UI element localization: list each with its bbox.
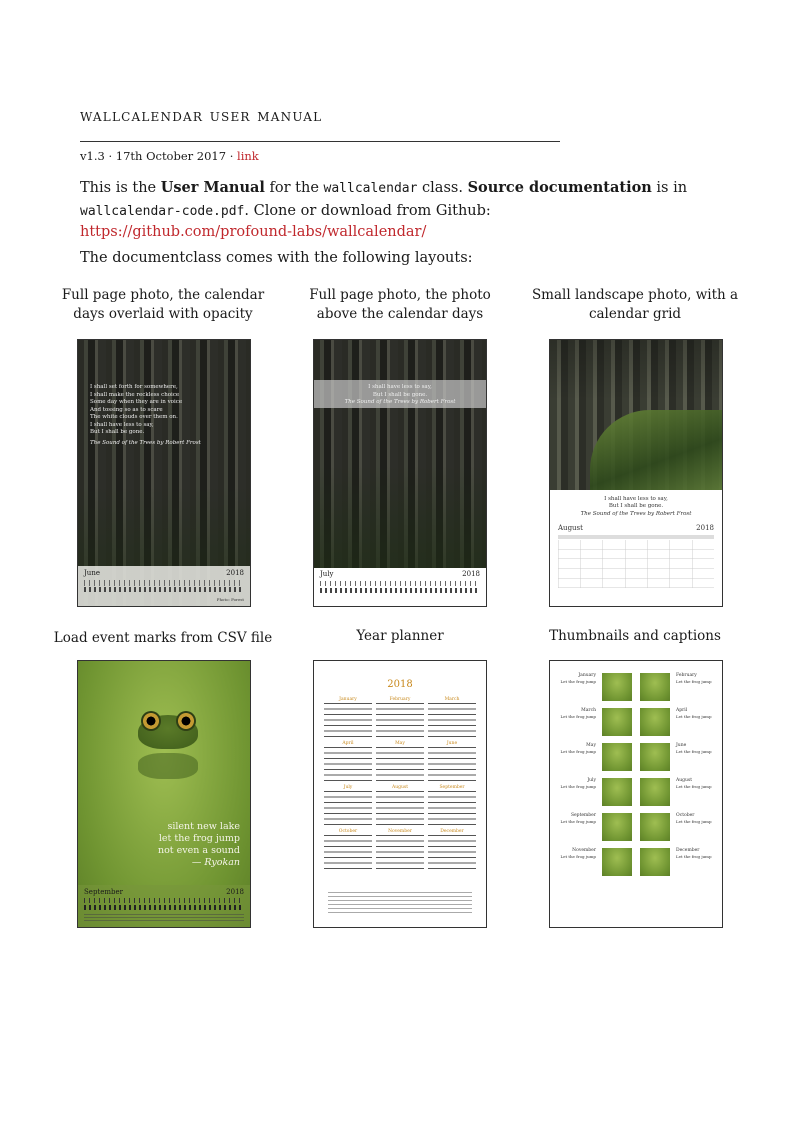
caption-layout-3: Small landscape photo, with a calendar grid — [531, 287, 739, 322]
frog-eye-left — [141, 711, 161, 731]
poem-line: I shall set forth for somewhere, — [90, 384, 178, 390]
planner-month — [376, 741, 424, 781]
caption-layout-2: Full page photo, the photo above the calendar days — [309, 287, 491, 322]
planner-month — [376, 697, 424, 737]
planner-month-name: January — [339, 697, 357, 702]
caption-month: October — [676, 813, 695, 818]
poem-attribution: The Sound of the Trees by Robert Frost — [344, 399, 456, 405]
photo-area — [314, 340, 486, 568]
calendar-grid — [558, 540, 714, 588]
thumb-caption-item — [636, 708, 722, 736]
day-letters — [320, 581, 480, 586]
caption-month: June — [676, 743, 687, 748]
caption-text: Let the frog jump — [560, 749, 596, 754]
frog-thumbnail — [640, 743, 670, 771]
planner-notes — [328, 889, 472, 913]
planner-month — [428, 697, 476, 737]
poem-line: The white clouds over them on. — [90, 414, 178, 420]
poem-line: Some day when they are in voice — [90, 399, 183, 405]
intro-text: class. — [417, 180, 468, 196]
planner-year: 2018 — [387, 679, 413, 690]
thumb-caption-item — [636, 778, 722, 806]
version-link[interactable]: link — [237, 149, 259, 163]
month-days — [376, 747, 424, 781]
calendar-strip — [78, 566, 250, 606]
month-label: June — [84, 569, 100, 577]
planner-month-name: September — [439, 785, 465, 790]
class-name-code: wallcalendar — [323, 181, 418, 196]
planner-month — [428, 785, 476, 825]
intro-text: is in — [651, 180, 688, 196]
haiku-line: let the frog jump — [158, 833, 240, 844]
planner-month — [324, 785, 372, 825]
frog-thumbnail — [640, 813, 670, 841]
frog-thumbnail — [640, 778, 670, 806]
caption-month: September — [570, 813, 596, 818]
year-label: 2018 — [226, 569, 244, 577]
frog-thumbnail — [602, 673, 632, 701]
thumb-caption-item — [550, 813, 636, 841]
month-days — [428, 747, 476, 781]
frog-thumbnail — [640, 848, 670, 876]
planner-month — [376, 829, 424, 869]
poem-attribution: The Sound of the Trees by Robert Frost — [580, 511, 692, 517]
caption-text: Let the frog jump — [676, 819, 712, 824]
poem-overlay — [90, 384, 230, 447]
planner-month-name: May — [395, 741, 405, 746]
poem-line: I shall make the reckless choice — [90, 391, 180, 398]
caption-month: January — [578, 673, 596, 678]
thumbnail-layout-1[interactable] — [77, 339, 251, 607]
planner-month — [324, 741, 372, 781]
month-label: September — [84, 888, 123, 896]
month-label: July — [320, 570, 334, 578]
thumb-caption-item — [636, 813, 722, 841]
planner-month-name: December — [440, 829, 464, 834]
planner-month-name: February — [389, 697, 411, 702]
poem-line: I shall have less to say, — [368, 384, 432, 390]
caption-text: Let the frog jump — [560, 784, 596, 789]
intro-bold-user-manual: User Manual — [160, 179, 265, 196]
thumbnail-grid — [550, 673, 722, 876]
month-days — [428, 835, 476, 869]
planner-month — [376, 785, 424, 825]
caption-month: March — [581, 708, 596, 713]
frog-thumbnail — [602, 848, 632, 876]
planner-month-name: March — [444, 697, 460, 702]
poem-line: But I shall be gone. — [608, 503, 664, 509]
caption-text: Let the frog jump — [676, 749, 712, 754]
poem-line: I shall have less to say, — [90, 421, 154, 428]
month-days — [428, 791, 476, 825]
intro-text: This is the — [80, 180, 161, 196]
caption-month: August — [676, 778, 693, 783]
frog-thumbnail — [640, 673, 670, 701]
title-rule — [80, 141, 560, 142]
thumb-caption-item — [550, 708, 636, 736]
caption-month: April — [676, 708, 688, 713]
haiku-author: — Ryokan — [191, 857, 240, 868]
month-days — [376, 835, 424, 869]
year-label: 2018 — [226, 888, 244, 896]
planner-month-name: November — [388, 829, 412, 834]
poem-line: But I shall be gone. — [90, 429, 145, 435]
poem-line: But I shall be gone. — [372, 391, 428, 398]
github-link[interactable]: https://github.com/profound-labs/wallcalendar/ — [80, 224, 427, 240]
thumb-caption-item — [636, 673, 722, 701]
thumb-caption-item — [636, 848, 722, 876]
poem-band — [314, 380, 486, 408]
caption-layout-6: Thumbnails and captions — [549, 628, 721, 644]
layouts-intro: The documentclass comes with the following layouts: — [80, 250, 473, 266]
planner-month — [428, 741, 476, 781]
version-text: v1.3 · 17th October 2017 · — [80, 149, 238, 163]
intro-text: . Clone or download from Github: — [244, 203, 491, 219]
thumb-caption-item — [550, 743, 636, 771]
month-days — [376, 703, 424, 737]
thumbnail-layout-3[interactable] — [549, 339, 723, 607]
event-notes — [84, 913, 244, 921]
caption-layout-4: Load event marks from CSV file — [53, 630, 273, 646]
caption-text: Let the frog jump — [560, 854, 596, 859]
caption-text: Let the frog jump — [676, 854, 712, 859]
month-days — [428, 703, 476, 737]
month-days — [324, 835, 372, 869]
day-numbers — [84, 905, 244, 910]
thumbnail-layout-5[interactable] — [313, 660, 487, 928]
caption-layout-5: Year planner — [356, 628, 444, 644]
caption-layout-1: Full page photo, the calendar days overlaid with opacity — [61, 287, 265, 322]
year-label: 2018 — [462, 570, 480, 578]
planner-month-name: April — [342, 741, 354, 746]
haiku-line: not even a sound — [157, 845, 240, 856]
caption-text: Let the frog jump — [560, 819, 596, 824]
planner-month — [324, 829, 372, 869]
frog-thumbnail — [602, 813, 632, 841]
frog-thumbnail — [602, 778, 632, 806]
day-numbers — [84, 587, 244, 592]
haiku-line: silent new lake — [167, 821, 240, 832]
frog-thumbnail — [640, 708, 670, 736]
thumbnail-layout-4[interactable] — [77, 660, 251, 928]
month-days — [376, 791, 424, 825]
frog-thumbnail — [602, 743, 632, 771]
frog-reflection — [138, 753, 198, 779]
caption-month: February — [676, 673, 697, 678]
haiku — [158, 821, 240, 869]
caption-text: Let the frog jump — [560, 679, 596, 684]
month-label: August — [558, 524, 583, 532]
thumb-caption-item — [550, 778, 636, 806]
caption-month: July — [587, 778, 596, 783]
day-letters — [84, 898, 244, 903]
caption-month: December — [676, 848, 700, 853]
planner-month-name: June — [446, 741, 458, 746]
month-days — [324, 747, 372, 781]
intro-paragraph — [80, 177, 720, 223]
weekday-header — [558, 535, 714, 539]
poem-attribution: The Sound of the Trees by Robert Frost — [90, 439, 201, 446]
frog-eye-right — [176, 711, 196, 731]
calendar-strip — [78, 885, 250, 927]
poem-line: And tossing so as to scare — [90, 406, 163, 413]
caption-month: November — [572, 848, 596, 853]
caption-text: Let the frog jump — [676, 784, 712, 789]
year-label: 2018 — [696, 524, 714, 532]
planner-month-name: August — [391, 785, 409, 790]
caption-text: Let the frog jump — [676, 714, 712, 719]
planner-month-name: July — [343, 785, 353, 790]
planner-month — [324, 697, 372, 737]
caption-month: May — [586, 743, 596, 748]
planner-months — [324, 697, 476, 869]
month-days — [324, 791, 372, 825]
month-days — [324, 703, 372, 737]
frog-thumbnail — [602, 708, 632, 736]
code-pdf-name: wallcalendar-code.pdf — [80, 204, 245, 219]
caption-text: Let the frog jump — [560, 714, 596, 719]
planner-month — [428, 829, 476, 869]
poem-block — [550, 496, 722, 519]
planner-month-name: October — [338, 829, 358, 834]
day-numbers — [320, 588, 480, 593]
thumb-caption-item — [550, 673, 636, 701]
intro-bold-source-doc: Source documentation — [467, 179, 652, 196]
thumbnail-layout-6[interactable] — [549, 660, 723, 928]
poem-line: I shall have less to say, — [604, 496, 668, 502]
photo-credit: Photo: Forest — [216, 597, 244, 602]
doc-title: wallcalendar user manual — [80, 106, 323, 126]
thumb-caption-item — [550, 848, 636, 876]
caption-text: Let the frog jump — [676, 679, 712, 684]
thumbnail-layout-2[interactable] — [313, 339, 487, 607]
intro-text: for the — [264, 180, 324, 196]
day-letters — [84, 580, 244, 586]
thumb-caption-item — [636, 743, 722, 771]
version-line — [80, 149, 259, 163]
